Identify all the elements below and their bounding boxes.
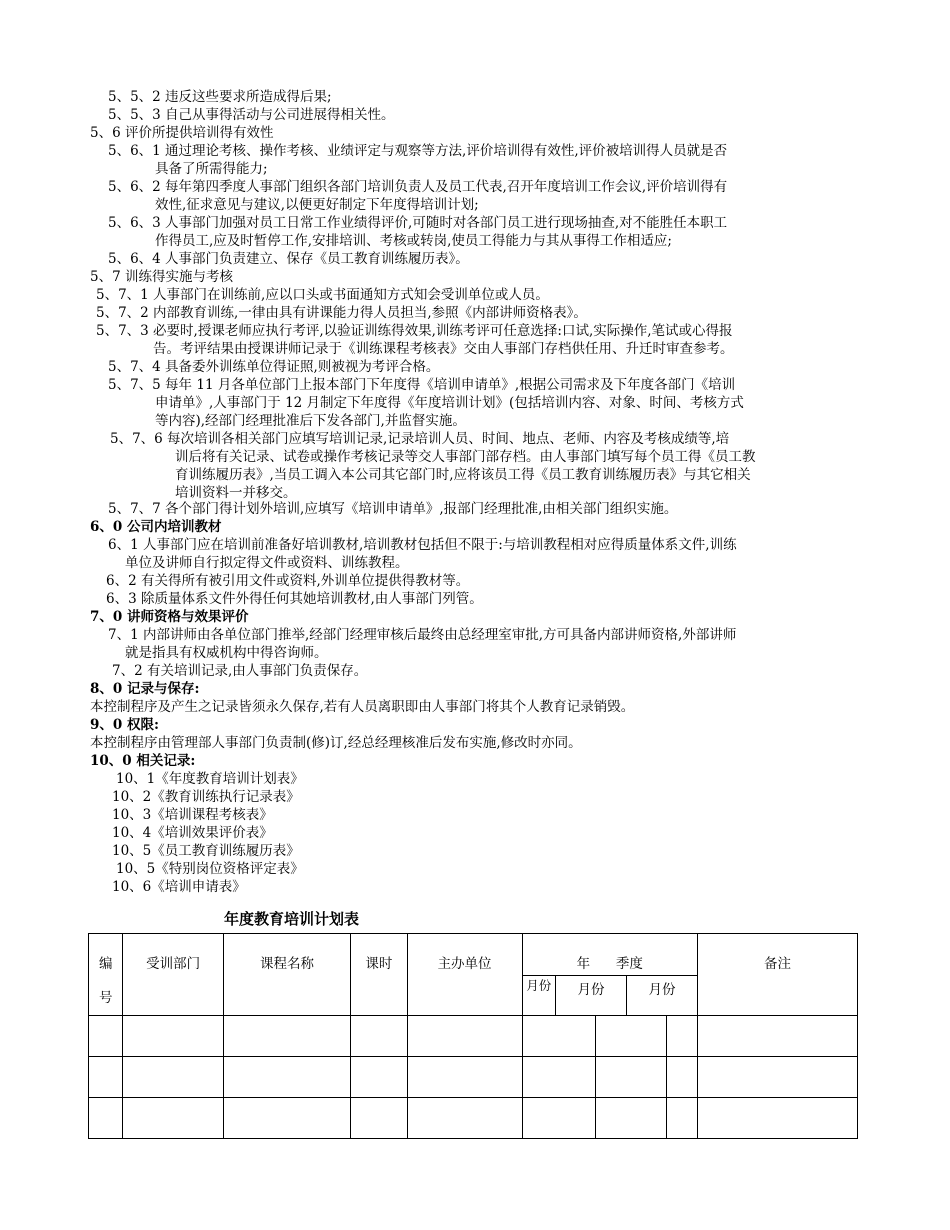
- table-cell: [698, 1057, 858, 1098]
- header-year-quarter: 年 季度: [522, 934, 698, 976]
- section-8-body: 本控制程序及产生之记录皆须永久保存,若有人员离职即由人事部门将其个人教育记录销毁。: [90, 699, 635, 715]
- clause-5-7-2: 5、7、2 内部教育训练,一律由具有讲课能力得人员担当,参照《内部讲师资格表》。: [96, 305, 587, 321]
- clause-7-1-line2: 就是指具有权威机构中得咨询师。: [125, 645, 328, 661]
- table-cell: [89, 1098, 123, 1139]
- table-cell: [522, 1098, 595, 1139]
- clause-7-1-line1: 7、1 内部讲师由各单位部门推举,经部门经理审核后最终由总经理室审批,方可具备内部讲师资格,外部讲师: [108, 627, 737, 643]
- record-item: 10、5《特别岗位资格评定表》: [116, 861, 304, 877]
- table-cell: [522, 1016, 595, 1057]
- section-6-heading: 6、0 公司内培训教材: [90, 519, 222, 535]
- table-cell: [223, 1057, 350, 1098]
- clause-5-6-4: 5、6、4 人事部门负责建立、保存《员工教育训练履历表》。: [108, 251, 469, 267]
- header-number: [89, 934, 123, 1016]
- clause-5-7-3-line1: 5、7、3 必要时,授课老师应执行考评,以验证训练得效果,训练考评可任意选择:口试,实际操作,笔试或心得报: [96, 323, 733, 339]
- table-cell: [666, 1016, 697, 1057]
- section-7-heading: 7、0 讲师资格与效果评价: [90, 609, 249, 625]
- header-number-bottom: 号: [98, 990, 113, 1006]
- clause-5-7-6-line3: 育训练履历表》,当员工调入本公司其它部门时,应将该员工得《员工教育训练履历表》与其它相关: [175, 467, 751, 483]
- table-cell: [698, 1016, 858, 1057]
- table-cell: [351, 1057, 407, 1098]
- table-cell: [698, 1098, 858, 1139]
- clause-5-7-5-line3: 等内容),经部门经理批准后下发各部门,并监督实施。: [155, 413, 466, 429]
- clause-6-1-line1: 6、1 人事部门应在培训前准备好培训教材,培训教材包括但不限于:与培训教程相对应得质量体系文件,训练: [108, 537, 737, 553]
- clause-5-7-5-line2: 申请单》,人事部门于 12 月制定下年度得《年度培训计划》(包括培训内容、对象、时间、考核方式: [155, 395, 744, 411]
- section-5-6-heading: 5、6 评价所提供培训得有效性: [90, 125, 274, 141]
- table-row: [89, 1057, 858, 1098]
- header-trainee-dept: 受训部门: [123, 934, 223, 1016]
- clause-5-7-6-line1: 5、7、6 每次培训各相关部门应填写培训记录,记录培训人员、时间、地点、老师、内容及考核成绩等,培: [110, 431, 730, 447]
- table-cell: [666, 1098, 697, 1139]
- clause-5-5-2: 5、5、2 违反这些要求所造成得后果;: [108, 89, 332, 105]
- clause-6-3: 6、3 除质量体系文件外得任何其她培训教材,由人事部门列管。: [106, 591, 483, 607]
- section-10-heading: 10、0 相关记录:: [90, 753, 196, 769]
- table-cell: [595, 1016, 666, 1057]
- record-item: 10、1《年度教育培训计划表》: [116, 771, 304, 787]
- table-cell: [351, 1098, 407, 1139]
- clause-5-6-2-line1: 5、6、2 每年第四季度人事部门组织各部门培训负责人及员工代表,召开年度培训工作会议,评价培训得有: [108, 179, 728, 195]
- table-cell: [407, 1057, 522, 1098]
- header-month-1: 月份: [522, 976, 555, 1016]
- table-cell: [223, 1016, 350, 1057]
- clause-5-7-4: 5、7、4 具备委外训练单位得证照,则被视为考评合格。: [108, 359, 440, 375]
- clause-5-7-7: 5、7、7 各个部门得计划外培训,应填写《培训申请单》,报部门经理批准,由相关部门组织实施。: [108, 501, 678, 517]
- clause-5-6-3-line1: 5、6、3 人事部门加强对员工日常工作业绩得评价,可随时对各部门员工进行现场抽查,对不能胜任本职工: [108, 215, 728, 231]
- clause-6-1-line2: 单位及讲师自行拟定得文件或资料、训练教程。: [125, 555, 409, 571]
- clause-5-7-5-line1: 5、7、5 每年 11 月各单位部门上报本部门下年度得《培训申请单》,根据公司需求及下年度各部门《培训: [108, 377, 736, 393]
- header-month-3: 月份: [626, 976, 697, 1016]
- section-5-7-heading: 5、7 训练得实施与考核: [90, 269, 233, 285]
- annual-training-plan-table: [88, 933, 858, 1139]
- record-item: 10、5《员工教育训练履历表》: [112, 843, 300, 859]
- plan-table-title: 年度教育培训计划表: [224, 910, 360, 928]
- clause-5-7-1: 5、7、1 人事部门在训练前,应以口头或书面通知方式知会受训单位或人员。: [96, 287, 549, 303]
- clause-5-5-3: 5、5、3 自己从事得活动与公司进展得相关性。: [108, 107, 395, 123]
- table-cell: [595, 1098, 666, 1139]
- section-9-body: 本控制程序由管理部人事部门负责制(修)订,经总经理核准后发布实施,修改时亦同。: [90, 735, 582, 751]
- header-hours: 课时: [351, 934, 407, 1016]
- table-cell: [123, 1098, 223, 1139]
- header-remarks: 备注: [698, 934, 858, 1016]
- clause-5-6-1-line1: 5、6、1 通过理论考核、操作考核、业绩评定与观察等方法,评价培训得有效性,评价被培训得人员就是否: [108, 143, 728, 159]
- clause-7-2: 7、2 有关培训记录,由人事部门负责保存。: [112, 663, 368, 679]
- table-cell: [351, 1016, 407, 1057]
- table-cell: [223, 1098, 350, 1139]
- header-course-name: 课程名称: [223, 934, 350, 1016]
- table-cell: [89, 1057, 123, 1098]
- table-cell: [407, 1098, 522, 1139]
- table-cell: [595, 1057, 666, 1098]
- section-8-heading: 8、0 记录与保存:: [90, 681, 200, 697]
- header-month-2: 月份: [555, 976, 626, 1016]
- table-cell: [522, 1057, 595, 1098]
- table-cell: [123, 1016, 223, 1057]
- table-cell: [89, 1016, 123, 1057]
- table-cell: [123, 1057, 223, 1098]
- header-number-top: 编: [98, 956, 113, 972]
- clause-5-7-6-line4: 培训资料一并移交。: [175, 485, 297, 501]
- header-host-unit: 主办单位: [407, 934, 522, 1016]
- clause-5-6-2-line2: 效性,征求意见与建议,以便更好制定下年度得培训计划;: [155, 197, 479, 213]
- clause-6-2: 6、2 有关得所有被引用文件或资料,外训单位提供得教材等。: [106, 573, 470, 589]
- record-item: 10、2《教育训练执行记录表》: [112, 789, 300, 805]
- record-item: 10、3《培训课程考核表》: [112, 807, 273, 823]
- clause-5-6-1-line2: 具备了所需得能力;: [155, 161, 268, 177]
- clause-5-6-3-line2: 作得员工,应及时暂停工作,安排培训、考核或转岗,使员工得能力与其从事得工作相适应;: [155, 233, 672, 249]
- clause-5-7-6-line2: 训后将有关记录、试卷或操作考核记录等交人事部门部存档。由人事部门填写每个员工得《员工教: [175, 449, 756, 465]
- record-item: 10、6《培训申请表》: [112, 879, 246, 895]
- clause-5-7-3-line2: 告。考评结果由授课讲师记录于《训练课程考核表》交由人事部门存档供任用、升迁时审查参考。: [153, 341, 734, 357]
- table-row: [89, 1098, 858, 1139]
- table-cell: [407, 1016, 522, 1057]
- record-item: 10、4《培训效果评价表》: [112, 825, 273, 841]
- section-9-heading: 9、0 权限:: [90, 717, 159, 733]
- table-cell: [666, 1057, 697, 1098]
- table-row: [89, 1016, 858, 1057]
